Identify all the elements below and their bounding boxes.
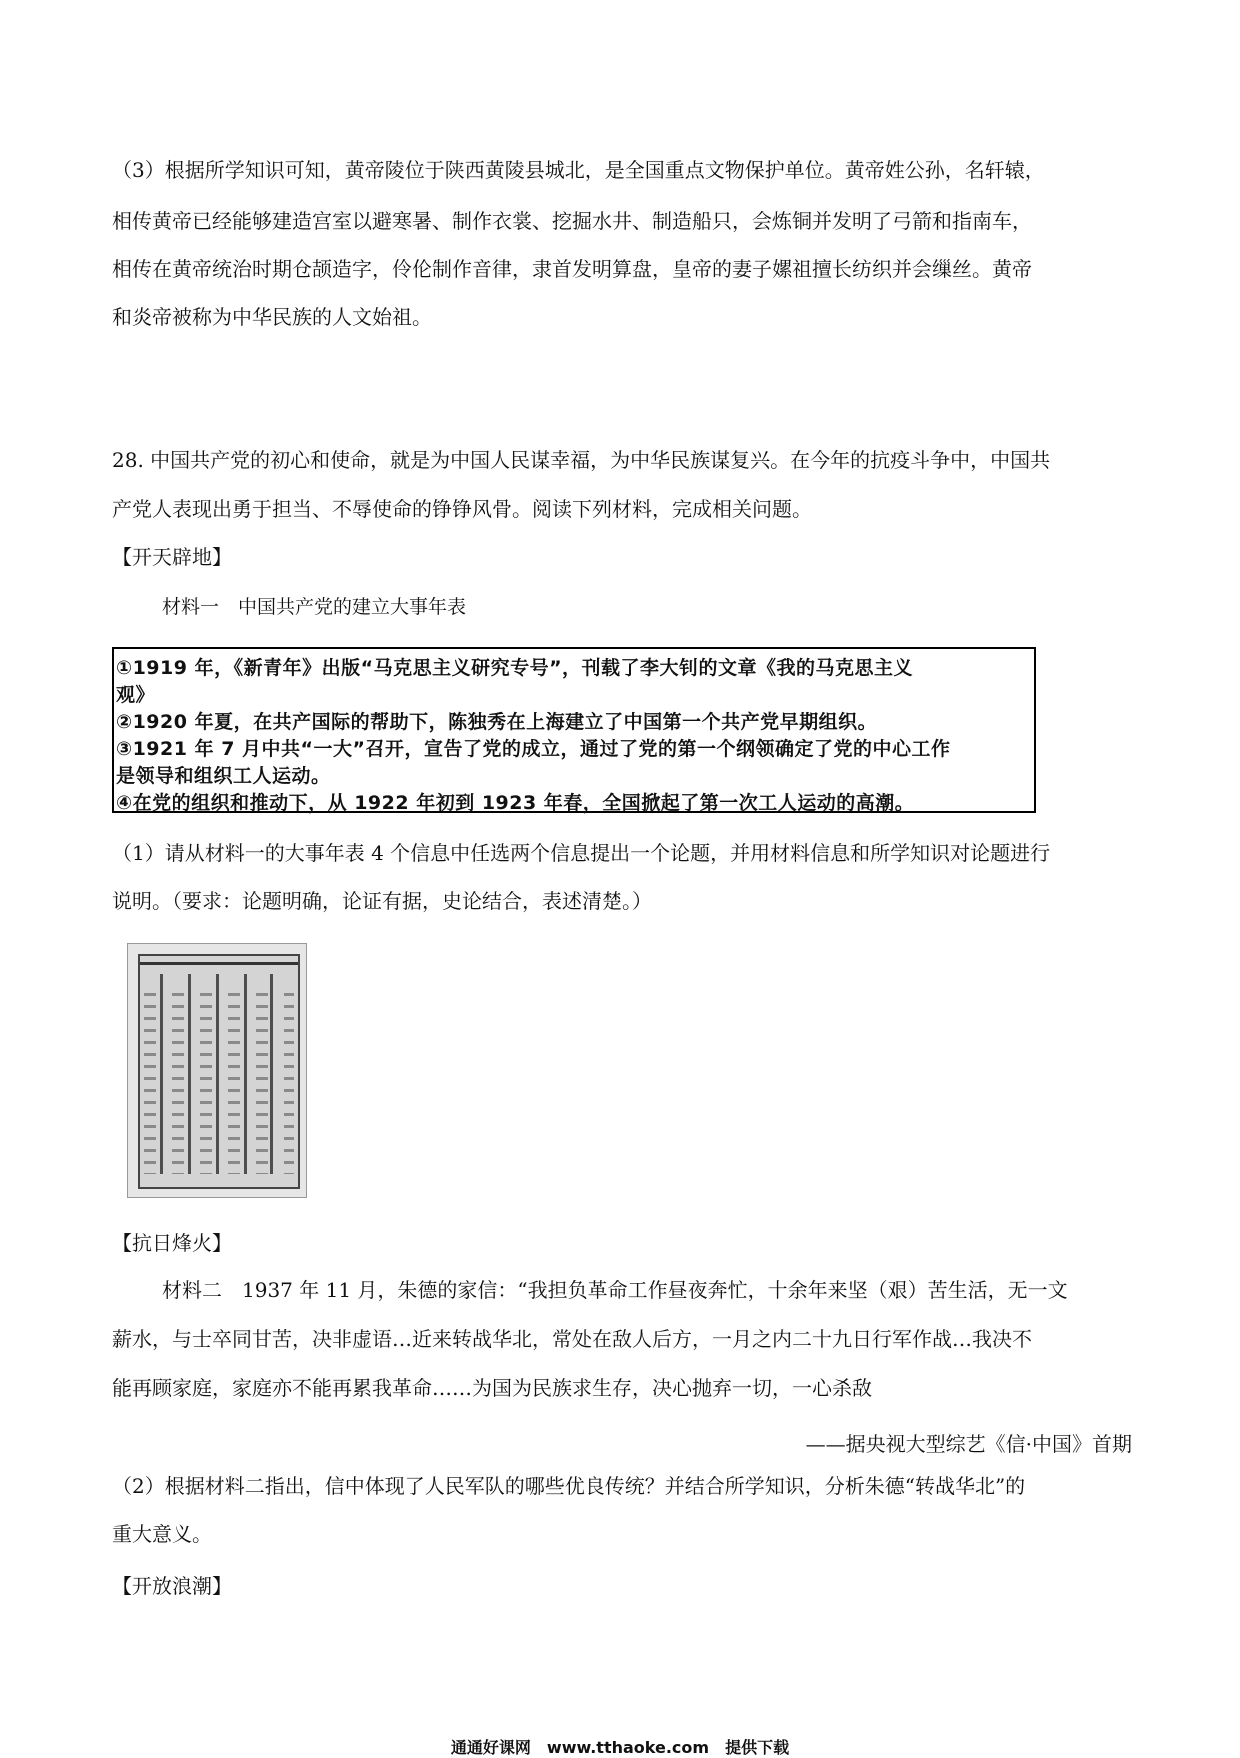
section-heading: 【开放浪潮】 <box>112 1574 232 1598</box>
timeline-line: 是领导和组织工人运动。 <box>116 765 331 787</box>
q27-part3-line: 相传在黄帝统治时期仓颉造字，伶伦制作音律，隶首发明算盘，皇帝的妻子嫘祖擅长纺织并会缫丝。黄帝 <box>112 257 1032 281</box>
q27-part3-line: （3）根据所学知识可知，黄帝陵位于陕西黄陵县城北，是全国重点文物保护单位。黄帝姓公孙，名轩辕， <box>112 158 1045 182</box>
timeline-line: ④在党的组织和推动下，从 1922 年初到 1923 年春，全国掀起了第一次工人运动的高潮。 <box>116 792 915 814</box>
q2-line: 重大意义。 <box>112 1522 212 1546</box>
footer-source: 通通好课网 www.tthaoke.com 提供下载 <box>450 1738 790 1757</box>
handwritten-letter-image <box>127 943 307 1198</box>
q28-intro-line: 28. 中国共产党的初心和使命，就是为中国人民谋幸福，为中华民族谋复兴。在今年的抗疫斗争中，中国共 <box>112 448 1051 472</box>
q1-line: 说明。（要求：论题明确，论证有据，史论结合，表述清楚。） <box>112 889 652 913</box>
q2-line: （2）根据材料二指出，信中体现了人民军队的哪些优良传统？并结合所学知识，分析朱德“转战华北”的 <box>112 1474 1026 1498</box>
timeline-line: ①1919 年，《新青年》出版“马克思主义研究专号”，刊载了李大钊的文章《我的马克思主义 <box>116 657 914 679</box>
q1-line: （1）请从材料一的大事年表 4 个信息中任选两个信息提出一个论题，并用材料信息和所学知识对论题进行 <box>112 841 1051 865</box>
timeline-table <box>112 647 1036 813</box>
material1-title: 材料一 中国共产党的建立大事年表 <box>162 596 467 618</box>
timeline-line: ③1921 年 7 月中共“一大”召开，宣告了党的成立，通过了党的第一个纲领确定了党的中心工作 <box>116 738 951 760</box>
material2-line: 薪水，与士卒同甘苦，决非虚语…近来转战华北，常处在敌人后方，一月之内二十九日行军作战…我决不 <box>112 1327 1032 1351</box>
timeline-line: ②1920 年夏，在共产国际的帮助下，陈独秀在上海建立了中国第一个共产党早期组织。 <box>116 711 878 733</box>
section-heading: 【开天辟地】 <box>112 545 232 569</box>
material2-line: 材料二 1937 年 11 月，朱德的家信：“我担负革命工作昼夜奔忙，十余年来坚（艰）苦生活，无一文 <box>162 1278 1068 1302</box>
material2-line: 能再顾家庭，家庭亦不能再累我革命……为国为民族求生存，决心抛弃一切，一心杀敌 <box>112 1376 872 1400</box>
q28-intro-line: 产党人表现出勇于担当、不辱使命的铮铮风骨。阅读下列材料，完成相关问题。 <box>112 497 812 521</box>
q27-part3-line: 和炎帝被称为中华民族的人文始祖。 <box>112 305 432 329</box>
material2-source: ——据央视大型综艺《信·中国》首期 <box>805 1432 1132 1456</box>
q27-part3-line: 相传黄帝已经能够建造宫室以避寒暑、制作衣裳、挖掘水井、制造船只，会炼铜并发明了弓箭和指南车， <box>112 209 1032 233</box>
timeline-line: 观》 <box>116 684 156 706</box>
section-heading: 【抗日烽火】 <box>112 1231 232 1255</box>
